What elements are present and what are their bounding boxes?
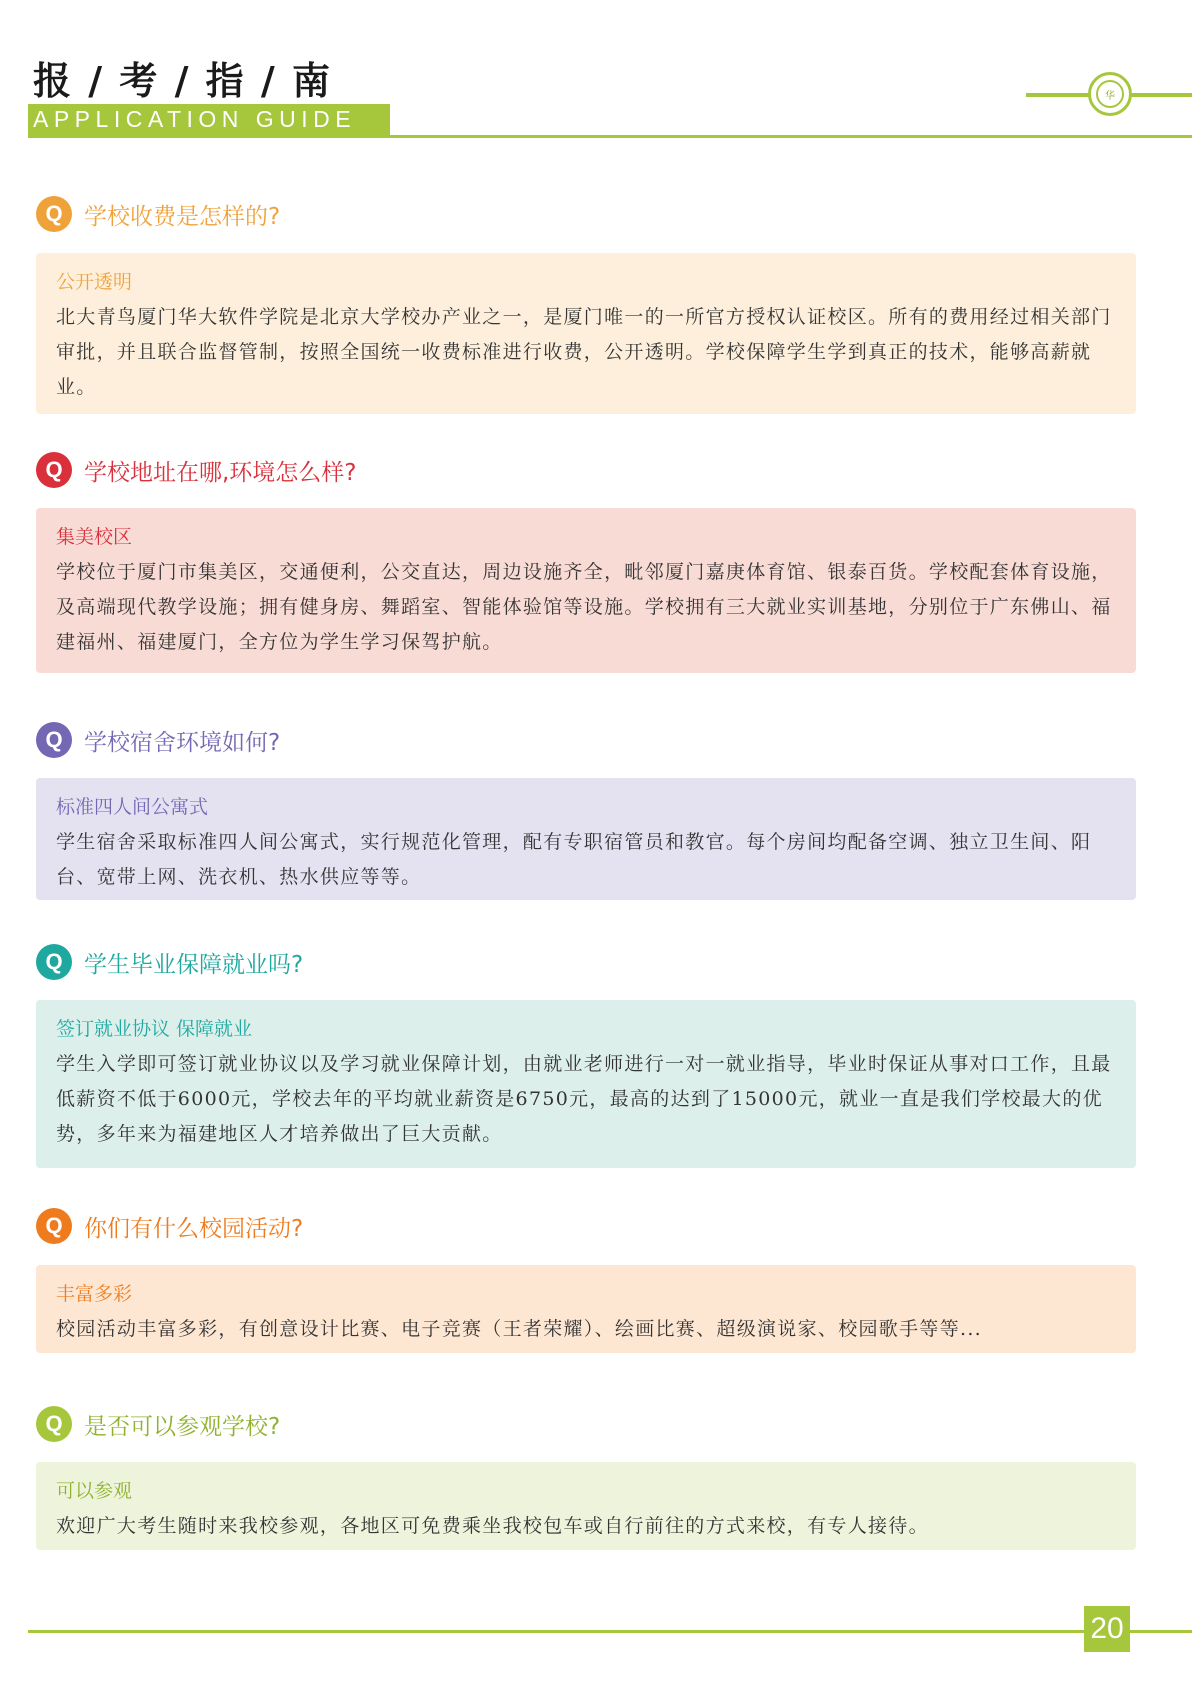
answer-title: 公开透明: [56, 271, 133, 293]
question-text: 学校收费是怎样的?: [84, 203, 281, 230]
answer-title: 标准四人间公寓式: [56, 796, 209, 818]
q-badge-icon: Q: [36, 1406, 72, 1442]
question-1: [36, 194, 280, 234]
answer-body: 学校位于厦门市集美区，交通便利，公交直达，周边设施齐全，毗邻厦门嘉庚体育馆、银泰百货。学校配套体育设施，及高端现代教学设施；拥有健身房、舞蹈室、智能体验馆等设施。学校拥有三大就业实训基地，分别位于广东佛山、福建福州、福建厦门，全方位为学生学习保驾护航。: [56, 561, 1112, 653]
question-text: 学校地址在哪,环境怎么样?: [84, 459, 357, 486]
question-6: [36, 1404, 280, 1444]
answer-card-2: [36, 508, 1136, 673]
page-subtitle: APPLICATION GUIDE: [33, 106, 357, 132]
answer-card-1: [36, 253, 1136, 414]
page-title: 报 / 考 / 指 / 南: [33, 59, 333, 103]
header-divider: [28, 135, 1192, 138]
q-badge-icon: Q: [36, 944, 72, 980]
q-badge-icon: Q: [36, 722, 72, 758]
answer-title: 可以参观: [56, 1480, 133, 1502]
q-badge-icon: Q: [36, 452, 72, 488]
answer-card-5: [36, 1265, 1136, 1353]
logo-text: 华: [1096, 80, 1124, 108]
q-badge-icon: Q: [36, 196, 72, 232]
question-2: [36, 450, 357, 490]
answer-title: 签订就业协议 保障就业: [56, 1018, 253, 1040]
question-text: 学校宿舍环境如何?: [84, 729, 281, 756]
question-text: 你们有什么校园活动?: [84, 1215, 304, 1242]
question-3: [36, 720, 280, 760]
answer-body: 学生入学即可签订就业协议以及学习就业保障计划，由就业老师进行一对一就业指导，毕业时保证从事对口工作，且最低薪资不低于6000元，学校去年的平均就业薪资是6750元，最高的达到了15000元，就业一直是我们学校最大的优势，多年来为福建地区人才培养做出了巨大贡献。: [56, 1053, 1112, 1145]
answer-body: 学生宿舍采取标准四人间公寓式，实行规范化管理，配有专职宿管员和教官。每个房间均配备空调、独立卫生间、阳台、宽带上网、洗衣机、热水供应等等。: [56, 831, 1092, 888]
page-header: [0, 0, 1200, 150]
answer-card-6: [36, 1462, 1136, 1550]
answer-body: 欢迎广大考生随时来我校参观，各地区可免费乘坐我校包车或自行前往的方式来校，有专人接待。: [56, 1515, 929, 1537]
answer-body: 校园活动丰富多彩，有创意设计比赛、电子竞赛（王者荣耀）、绘画比赛、超级演说家、校园歌手等等...: [56, 1318, 983, 1340]
answer-title: 丰富多彩: [56, 1283, 133, 1305]
q-badge-icon: Q: [36, 1208, 72, 1244]
school-logo-icon: [1088, 72, 1132, 116]
page-number: 20: [1084, 1606, 1130, 1652]
question-4: [36, 942, 303, 982]
answer-card-4: [36, 1000, 1136, 1168]
answer-body: 北大青鸟厦门华大软件学院是北京大学校办产业之一，是厦门唯一的一所官方授权认证校区。所有的费用经过相关部门审批，并且联合监督管制，按照全国统一收费标准进行收费，公开透明。学校保障学生学到真正的技术，能够高薪就业。: [56, 306, 1112, 398]
question-text: 学生毕业保障就业吗?: [84, 951, 304, 978]
question-text: 是否可以参观学校?: [84, 1413, 281, 1440]
answer-card-3: [36, 778, 1136, 900]
question-5: [36, 1206, 303, 1246]
footer-divider: [28, 1630, 1192, 1633]
answer-title: 集美校区: [56, 526, 133, 548]
